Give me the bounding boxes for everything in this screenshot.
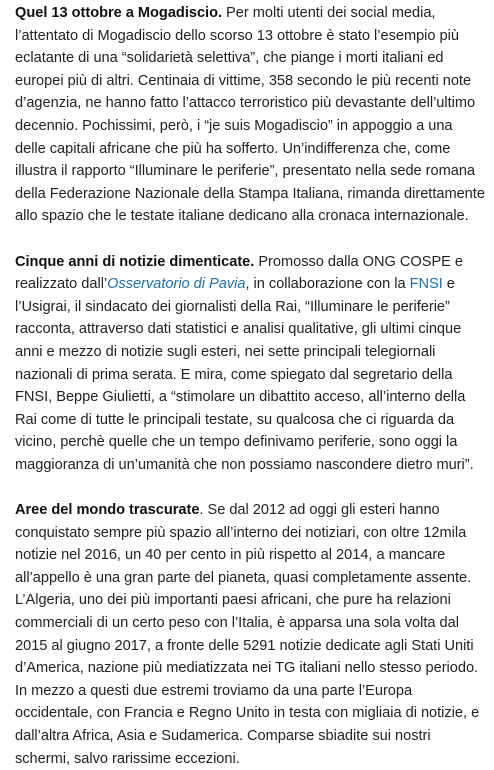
paragraph-heading: Quel 13 ottobre a Mogadiscio.: [15, 5, 223, 21]
article-body: [15, 2, 487, 770]
link-fnsi[interactable]: FNSI: [409, 276, 443, 293]
paragraph-heading: Aree del mondo trascurate: [15, 502, 200, 519]
paragraph-text: Per molti utenti dei social media, l’attentato di Mogadiscio dello scorso 13 ottobre è stato l’esempio più eclatante di una “solidarietà selettiva”, che piange i morti italiani ed europei più di altri. Centinaia di vittime, 358 secondo le più recenti note d’agenzia, ne hanno fatto l’attacco terroristico più devastante dell’ultimo decennio. Pochissimi, però, i “je suis Mogadiscio” in appoggio a una delle capitali africane che più ha sofferto. Un’indifferenza che, come illustra il rapporto “Illuminare le periferie”, presentato nella sede romana della Federazione Nazionale della Stampa Italiana, rimanda direttamente allo spazio che le testate italiane dedicano alla cronaca internazionale.: [15, 5, 485, 225]
link-osservatorio-di-pavia[interactable]: Osservatorio di Pavia: [107, 276, 246, 293]
paragraph-text: . Se dal 2012 ad oggi gli esteri hanno conquistato sempre più spazio all’interno dei notiziari, con oltre 12mila notizie nel 2016, un 40 per cento in più rispetto al 2014, a mancare all’appello è una gran parte del pianeta, quasi completamente assente. L’Algeria, uno dei più importanti paesi africani, che pure ha relazioni commerciali di un certo peso con l’Italia, è apparsa una sola volta dal 2015 al giugno 2017, a fronte delle 5291 notizie dedicate agli Stati Uniti d’America, nazione più mediatizzata nei TG italiani nello stesso periodo. In mezzo a questi due estremi troviamo da una parte l’Europa occidentale, con Francia e Regno Unito in testa con migliaia di notizie, e dall’altra Africa, Asia e Sudamerica. Comparse sbiadite sui nostri schermi, salvo rarissime eccezioni.: [15, 502, 480, 767]
paragraph-text: Promosso dalla ONG COSPE e realizzato dall’: [15, 253, 464, 293]
paragraph-text: , in collaborazione con la: [245, 276, 410, 293]
paragraph-aree-trascurate: [15, 499, 487, 770]
paragraph-heading: Cinque anni di notizie dimenticate.: [15, 253, 255, 270]
paragraph-cinque-anni: [15, 251, 487, 477]
paragraph-mogadiscio: [15, 2, 487, 228]
paragraph-text: e l’Usigrai, il sindacato dei giornalisti della Rai, “Illuminare le periferie” racconta, attraverso dati statistici e analisi qualitative, gli ultimi cinque anni e mezzo di notizie sugli esteri, nei sette principali telegiornali nazionali di prima serata. E mira, come spiegato dal segretario della FNSI, Beppe Giulietti, a “stimolare un dibattito acceso, all’interno della Rai come di tutte le principali testate, su qualcosa che ci riguarda da vicino, perchè quelle che un tempo definivamo periferie, sono oggi la maggioranza di un’umanità che non possiamo nascondere dietro muri”.: [15, 276, 474, 473]
